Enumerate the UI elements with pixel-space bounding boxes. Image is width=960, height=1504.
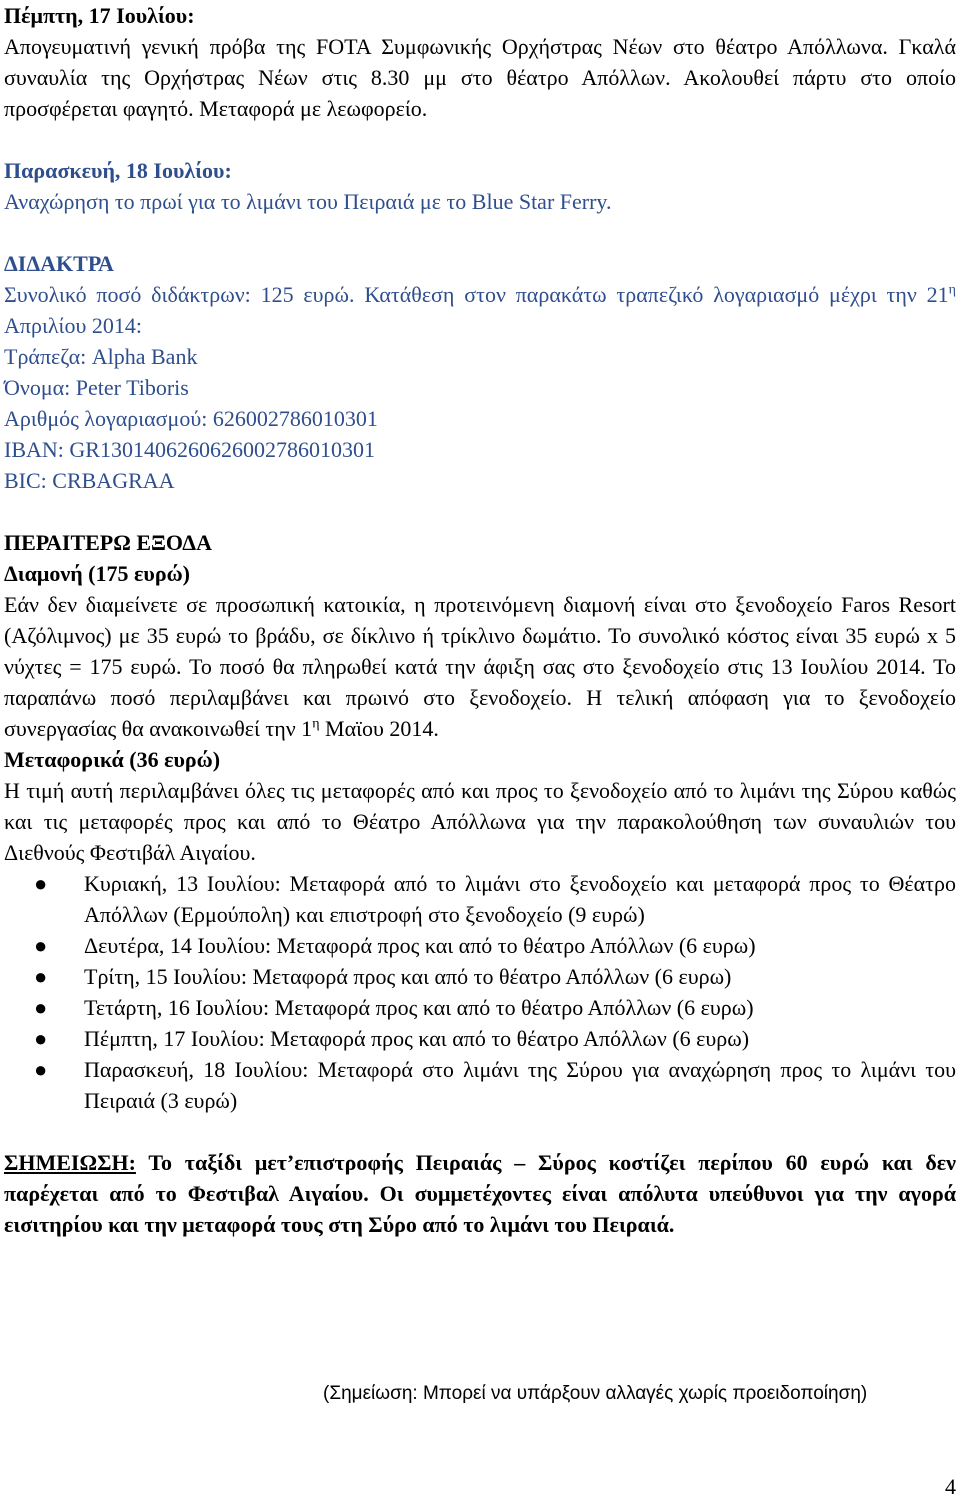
transport-text: Η τιμή αυτή περιλαμβάνει όλες τις μεταφορές από και προς το ξενοδοχείο από το λιμάνι της Σύρου καθώς και τις μεταφορές προς και από το Θέατρο Απόλλωνα για την παρακολούθηση των συναυλιών του Διεθνούς Φεστιβάλ Αιγαίου. [4, 778, 956, 865]
thursday-heading: Πέμπτη, 17 Ιουλίου: [4, 3, 195, 28]
bullet-icon: ● [34, 964, 48, 989]
note-paragraph [4, 1147, 956, 1240]
bullet-icon: ● [34, 995, 48, 1020]
bullet-icon: ● [34, 1026, 48, 1051]
list-item [4, 992, 956, 1023]
accommodation-text [4, 589, 956, 744]
spacer [4, 1116, 956, 1147]
expenses-heading: ΠΕΡΑΙΤΕΡΩ ΕΞΟΔΑ [4, 530, 212, 555]
list-item [4, 961, 956, 992]
account-holder: Όνομα: Peter Tiboris [4, 375, 189, 400]
footnote: (Σημείωση: Μπορεί να υπάρξουν αλλαγές χωρίς προειδοποίηση) [323, 1383, 868, 1404]
account-number: Αριθμός λογαριασμού: 626002786010301 [4, 406, 378, 431]
bank-name: Τράπεζα: Alpha Bank [4, 344, 198, 369]
accommodation-text-end: Μαϊου 2014. [319, 716, 439, 741]
document-page [4, 0, 956, 1240]
bullet-icon: ● [34, 933, 48, 958]
thursday-text: Απογευματινή γενική πρόβα της FOTA Συμφωνικής Ορχήστρας Νέων στο θέατρο Απόλλωνα. Γκαλά συναυλία της Ορχήστρας Νέων στις 8.30 μμ στο θέατρο Απόλλων. Ακολουθεί πάρτυ στο οποίο προσφέρεται φαγητό. Μεταφορά με λεωφορείο. [4, 34, 956, 121]
list-item-text: Παρασκευή, 18 Ιουλίου: Μεταφορά στο λιμάνι της Σύρου για αναχώρηση προς το λιμάνι του Πειραιά (3 ευρώ) [84, 1057, 956, 1113]
accommodation-heading: Διαμονή (175 ευρώ) [4, 561, 191, 586]
list-item [4, 930, 956, 961]
bic: BIC: CRBAGRAA [4, 468, 175, 493]
list-item [4, 1023, 956, 1054]
tuition-heading: ΔΙΔΑΚΤΡΑ [4, 251, 114, 276]
accommodation-text-main: Εάν δεν διαμείνετε σε προσωπική κατοικία, η προτεινόμενη διαμονή είναι στο ξενοδοχείο Faros Resort (Αζόλιμνος) με 35 ευρώ το βράδυ, σε δίκλινο ή τρίκλινο δωμάτιο. Το συνολικό κόστος είναι 35 ευρώ x 5 νύχτες = 175 ευρώ. Το ποσό θα πληρωθεί κατά την άφιξη σας στο ξενοδοχείο στις 13 Ιουλίου 2014. Το παραπάνω ποσό περιλαμβάνει και πρωινό στο ξενοδοχείο. Η τελική απόφαση για το ξενοδοχείο συνεργασίας θα ανακοινωθεί την 1 [4, 592, 956, 741]
bullet-icon: ● [34, 1057, 48, 1082]
tuition-text [4, 279, 956, 341]
list-item [4, 1054, 956, 1116]
spacer [4, 217, 956, 248]
spacer [4, 124, 956, 155]
bullet-icon: ● [34, 871, 48, 896]
list-item-text: Τετάρτη, 16 Ιουλίου: Μεταφορά προς και από το θέατρο Απόλλων (6 ευρω) [84, 995, 754, 1020]
iban: IBAN: GR1301406260626002786010301 [4, 437, 375, 462]
list-item-text: Κυριακή, 13 Ιουλίου: Μεταφορά από το λιμάνι στο ξενοδοχείο και μεταφορά προς το Θέατρο Απόλλων (Ερμούπολη) και επιστροφή στο ξενοδοχείο (9 ευρώ) [84, 871, 956, 927]
page-number: 4 [945, 1474, 956, 1499]
list-item [4, 868, 956, 930]
note-label: ΣΗΜΕΙΩΣΗ: [4, 1150, 136, 1175]
list-item-text: Πέμπτη, 17 Ιουλίου: Μεταφορά προς και από το θέατρο Απόλλων (6 ευρω) [84, 1026, 750, 1051]
note-text: Το ταξίδι μετ’επιστροφής Πειραιάς – Σύρος κοστίζει περίπου 60 ευρώ και δεν παρέχεται από το Φεστιβαλ Αιγαίου. Οι συμμετέχοντες είναι απόλυτα υπεύθυνοι για την αγορά εισιτηρίου και την μεταφορά τους στη Σύρο από το λιμάνι του Πειραιά. [4, 1150, 956, 1237]
transport-heading: Μεταφορικά (36 ευρώ) [4, 747, 221, 772]
accommodation-ordinal: η [312, 716, 320, 732]
tuition-text-end: Απριλίου 2014: [4, 313, 142, 338]
spacer [4, 496, 956, 527]
tuition-ordinal: η [948, 282, 956, 298]
friday-text: Αναχώρηση το πρωί για το λιμάνι του Πειραιά με το Blue Star Ferry. [4, 189, 612, 214]
transport-list [4, 868, 956, 1116]
list-item-text: Τρίτη, 15 Ιουλίου: Μεταφορά προς και από το θέατρο Απόλλων (6 ευρω) [84, 964, 732, 989]
friday-heading: Παρασκευή, 18 Ιουλίου: [4, 158, 232, 183]
list-item-text: Δευτέρα, 14 Ιουλίου: Μεταφορά προς και από το θέατρο Απόλλων (6 ευρω) [84, 933, 756, 958]
tuition-text-main: Συνολικό ποσό διδάκτρων: 125 ευρώ. Κατάθεση στον παρακάτω τραπεζικό λογαριασμό μέχρι την 21 [4, 282, 949, 307]
